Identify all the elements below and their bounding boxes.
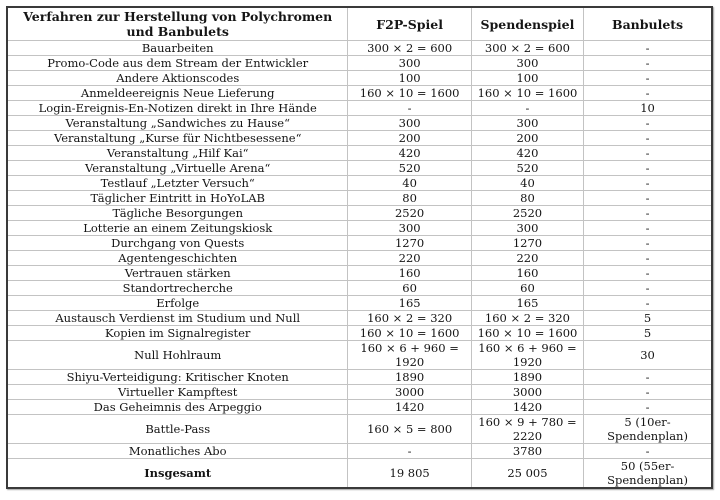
header-banbulets-column: Banbulets [584,7,712,41]
table-row [7,116,712,131]
table-row [7,86,712,101]
value-cell: - [584,370,712,385]
value-cell: 300 [471,56,583,71]
value-cell: 5 [584,311,712,326]
method-label: Veranstaltung „Hilf Kai“ [7,146,348,161]
table-row [7,131,712,146]
value-cell: 60 [348,281,471,296]
value-cell: 3000 [471,385,583,400]
method-label: Veranstaltung „Sandwiches zu Hause“ [7,116,348,131]
table-row [7,206,712,221]
value-cell: - [584,400,712,415]
header-f2p-column: F2P-Spiel [348,7,471,41]
table-row [7,236,712,251]
value-cell: - [584,116,712,131]
value-cell: - [584,251,712,266]
value-cell: 300 [348,221,471,236]
table-row [7,221,712,236]
method-label: Testlauf „Letzter Versuch“ [7,176,348,191]
value-cell: 160 × 10 = 1600 [471,86,583,101]
header-spendenspiel-column: Spendenspiel [471,7,583,41]
method-label: Kopien im Signalregister [7,326,348,341]
value-cell: 160 × 2 = 320 [471,311,583,326]
value-cell: 60 [471,281,583,296]
value-cell: 50 (55er-Spendenplan) [584,459,712,489]
method-label: Shiyu-Verteidigung: Kritischer Knoten [7,370,348,385]
table-row [7,385,712,400]
value-cell: - [348,444,471,459]
value-cell: 1420 [471,400,583,415]
value-cell: - [348,101,471,116]
value-cell: 40 [471,176,583,191]
header-row [7,7,712,41]
table-row [7,71,712,86]
value-cell: 1270 [348,236,471,251]
method-label: Austausch Verdienst im Studium und Null [7,311,348,326]
table-row [7,415,712,444]
value-cell: - [471,101,583,116]
value-cell: 160 × 9 + 780 = 2220 [471,415,583,444]
value-cell: 100 [471,71,583,86]
value-cell: - [584,236,712,251]
value-cell: 420 [471,146,583,161]
table-row [7,444,712,459]
value-cell: 220 [471,251,583,266]
table-row [7,326,712,341]
table-row [7,191,712,206]
method-label: Das Geheimnis des Arpeggio [7,400,348,415]
table-row [7,41,712,56]
method-label: Veranstaltung „Virtuelle Arena“ [7,161,348,176]
value-cell: 160 × 6 + 960 = 1920 [471,341,583,370]
value-cell: 160 [348,266,471,281]
value-cell: 300 × 2 = 600 [348,41,471,56]
value-cell: 160 × 10 = 1600 [348,86,471,101]
method-label: Insgesamt [7,459,348,489]
table-row [7,161,712,176]
table-row [7,341,712,370]
method-label: Bauarbeiten [7,41,348,56]
method-label: Battle-Pass [7,415,348,444]
value-cell: 160 [471,266,583,281]
table-row [7,281,712,296]
method-label: Durchgang von Quests [7,236,348,251]
value-cell: 300 [471,221,583,236]
table-row [7,400,712,415]
value-cell: 300 × 2 = 600 [471,41,583,56]
value-cell: 5 [584,326,712,341]
table-row [7,251,712,266]
value-cell: - [584,191,712,206]
method-label: Erfolge [7,296,348,311]
value-cell: 165 [471,296,583,311]
value-cell: - [584,146,712,161]
table-row [7,370,712,385]
table-row [7,146,712,161]
method-label: Login-Ereignis-En-Notizen direkt in Ihre Hände [7,101,348,116]
value-cell: 80 [348,191,471,206]
value-cell: 40 [348,176,471,191]
value-cell: 300 [348,116,471,131]
value-cell: 100 [348,71,471,86]
value-cell: 10 [584,101,712,116]
value-cell: 165 [348,296,471,311]
value-cell: - [584,296,712,311]
value-cell: - [584,56,712,71]
value-cell: 520 [471,161,583,176]
table-row [7,296,712,311]
method-label: Monatliches Abo [7,444,348,459]
method-label: Vertrauen stärken [7,266,348,281]
table-row [7,311,712,326]
method-label: Agentengeschichten [7,251,348,266]
value-cell: - [584,71,712,86]
value-cell: - [584,221,712,236]
value-cell: - [584,385,712,400]
value-cell: - [584,444,712,459]
method-label: Lotterie an einem Zeitungskiosk [7,221,348,236]
value-cell: - [584,161,712,176]
production-methods-table [6,6,713,489]
value-cell: - [584,41,712,56]
header-method-column: Verfahren zur Herstellung von Polychromen und Banbulets [7,7,348,41]
value-cell: 160 × 6 + 960 = 1920 [348,341,471,370]
value-cell: - [584,206,712,221]
value-cell: 300 [348,56,471,71]
value-cell: - [584,86,712,101]
method-label: Anmeldeereignis Neue Lieferung [7,86,348,101]
value-cell: 3000 [348,385,471,400]
table-body [7,41,712,489]
value-cell: - [584,131,712,146]
table-row [7,266,712,281]
method-label: Täglicher Eintritt in HoYoLAB [7,191,348,206]
value-cell: 2520 [471,206,583,221]
value-cell: 200 [348,131,471,146]
value-cell: 160 × 10 = 1600 [471,326,583,341]
table-header [7,7,712,41]
value-cell: 160 × 2 = 320 [348,311,471,326]
value-cell: 3780 [471,444,583,459]
value-cell: 30 [584,341,712,370]
value-cell: 160 × 5 = 800 [348,415,471,444]
value-cell: 2520 [348,206,471,221]
method-label: Virtueller Kampftest [7,385,348,400]
table-row [7,101,712,116]
method-label: Promo-Code aus dem Stream der Entwickler [7,56,348,71]
method-label: Andere Aktionscodes [7,71,348,86]
value-cell: 1890 [348,370,471,385]
value-cell: 520 [348,161,471,176]
value-cell: 160 × 10 = 1600 [348,326,471,341]
value-cell: 5 (10er-Spendenplan) [584,415,712,444]
value-cell: 1420 [348,400,471,415]
total-row [7,459,712,489]
method-label: Standortrecherche [7,281,348,296]
table-row [7,56,712,71]
value-cell: 80 [471,191,583,206]
value-cell: 200 [471,131,583,146]
value-cell: - [584,281,712,296]
value-cell: 220 [348,251,471,266]
method-label: Tägliche Besorgungen [7,206,348,221]
value-cell: 420 [348,146,471,161]
value-cell: 1890 [471,370,583,385]
value-cell: 300 [471,116,583,131]
value-cell: - [584,266,712,281]
value-cell: 25 005 [471,459,583,489]
value-cell: 19 805 [348,459,471,489]
value-cell: 1270 [471,236,583,251]
method-label: Null Hohlraum [7,341,348,370]
method-label: Veranstaltung „Kurse für Nichtbesessene“ [7,131,348,146]
value-cell: - [584,176,712,191]
table-row [7,176,712,191]
